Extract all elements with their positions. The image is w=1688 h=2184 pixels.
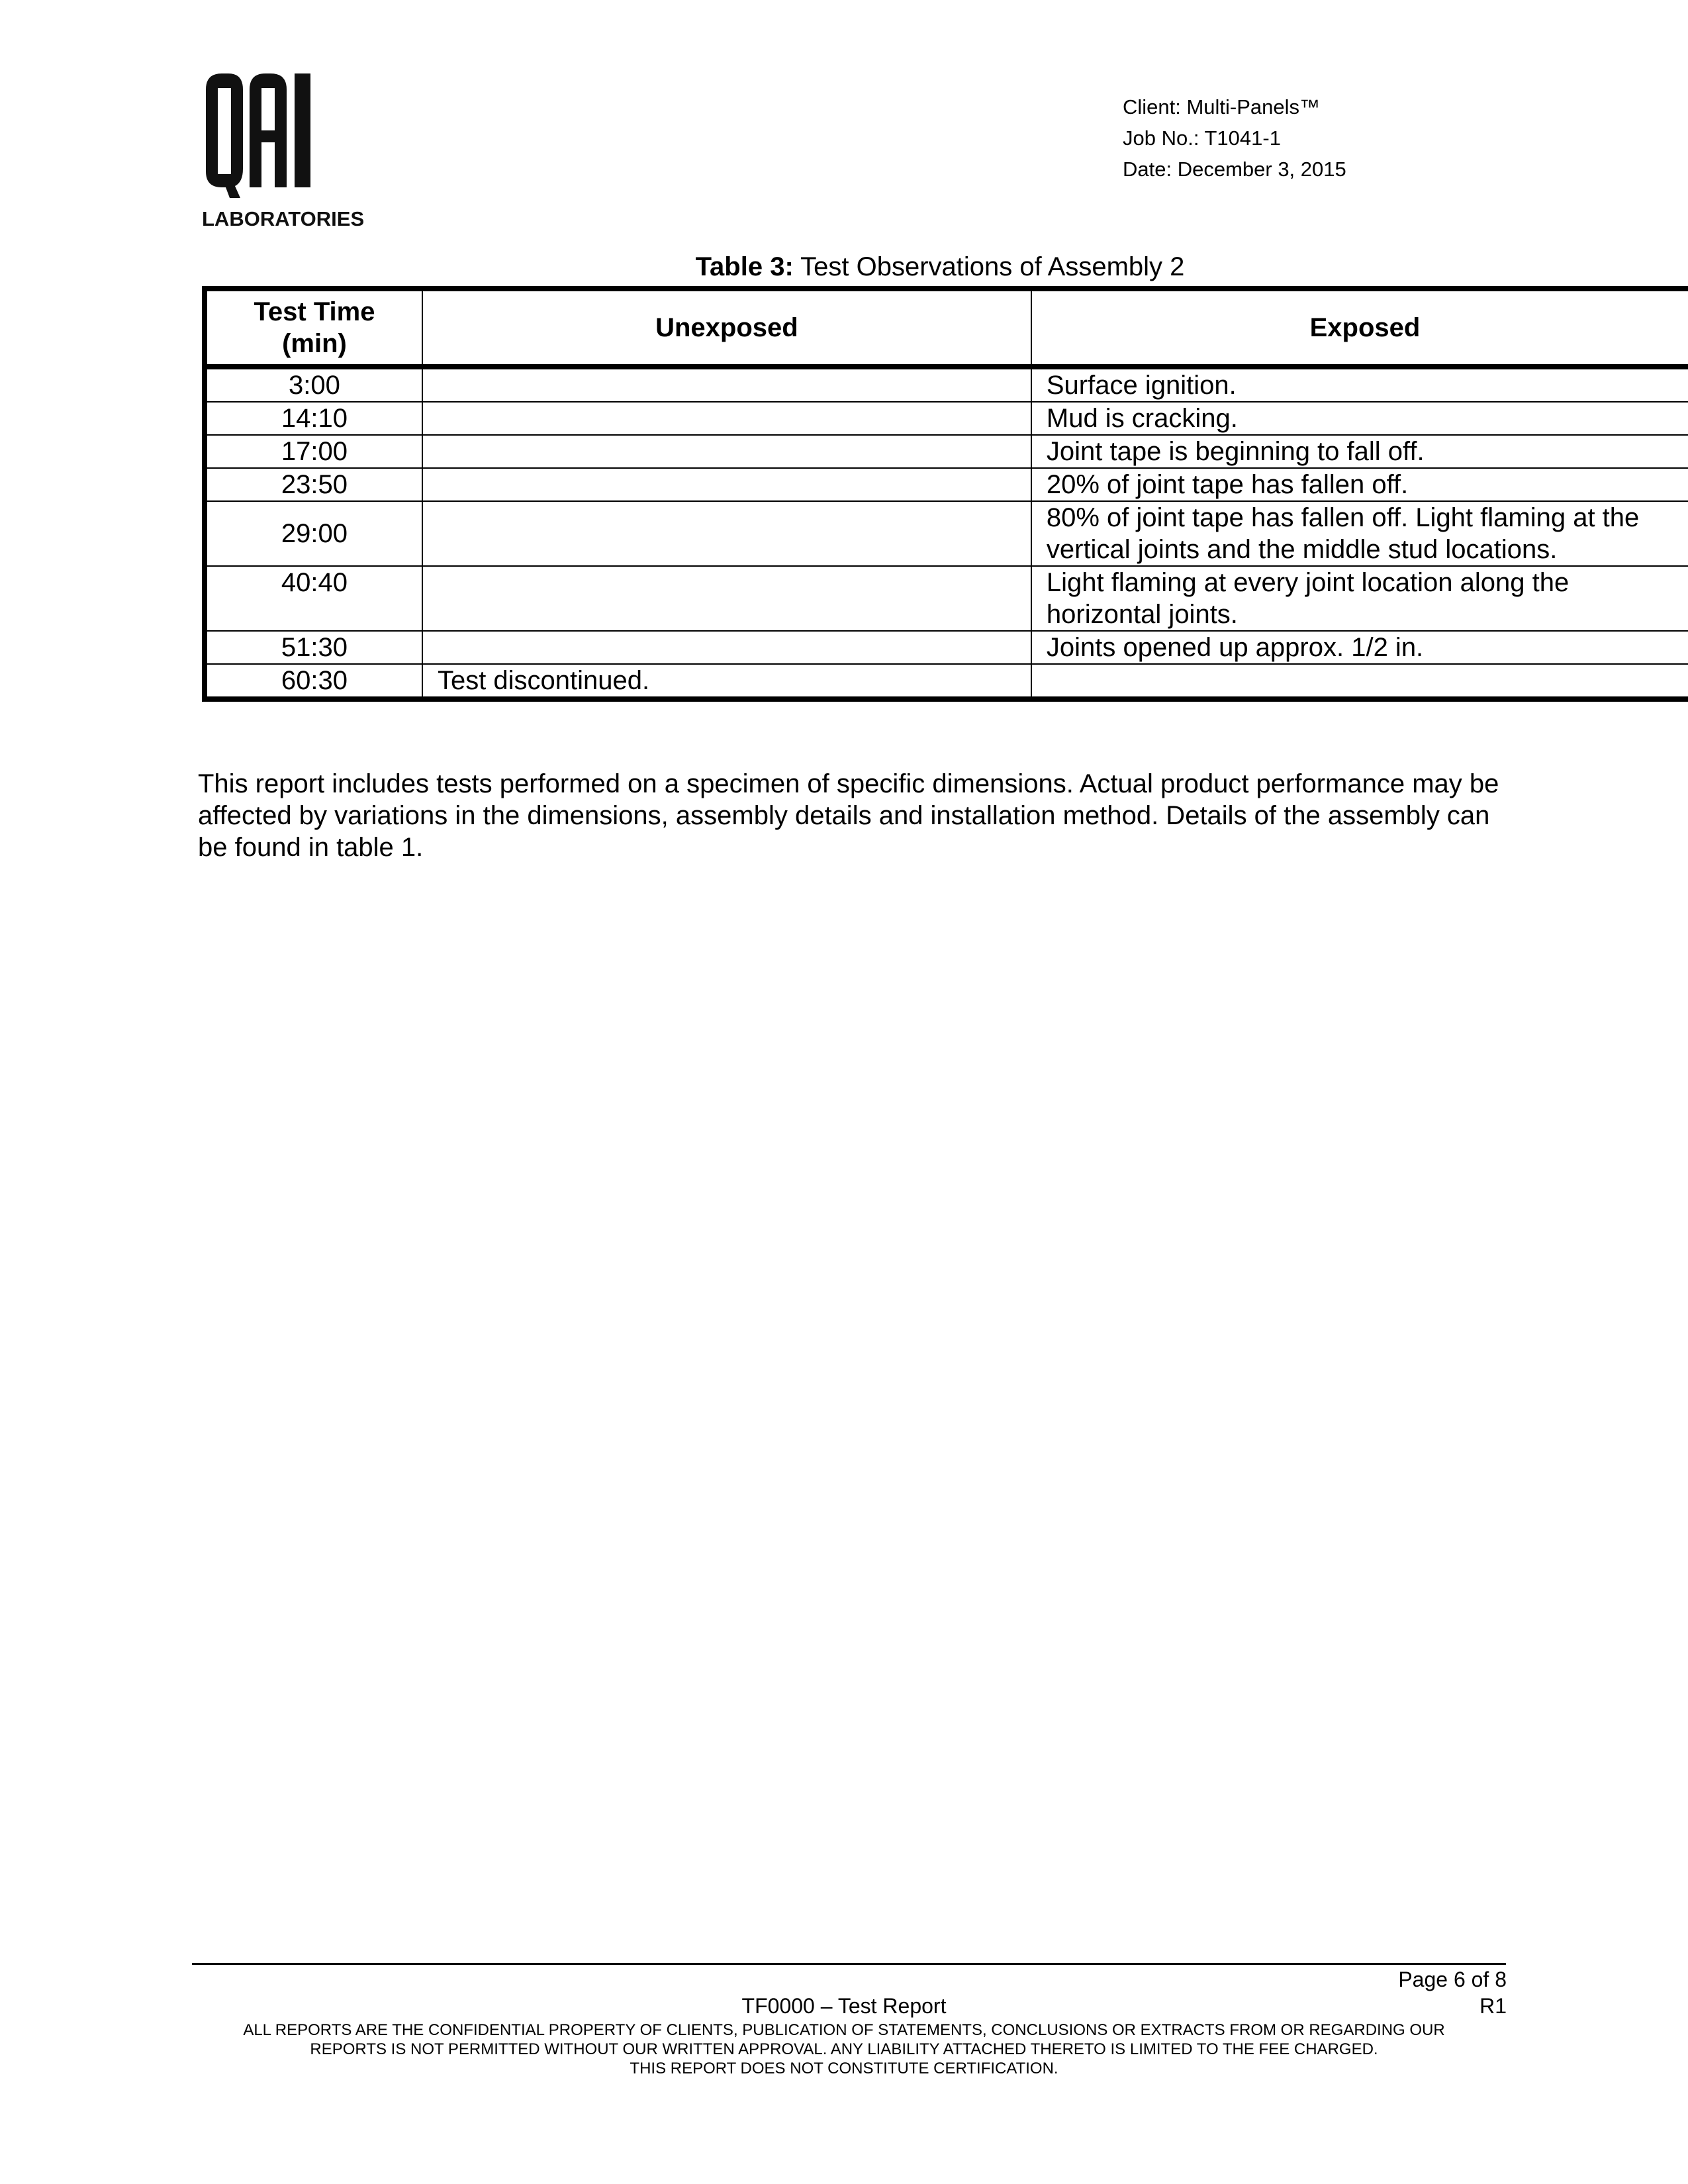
cell-unexposed	[422, 367, 1031, 402]
cell-exposed: 80% of joint tape has fallen off. Light flaming at the vertical joints and the middle stud locations.	[1031, 501, 1688, 566]
report-date: Date: December 3, 2015	[1123, 158, 1346, 181]
legal-disclaimer	[0, 2020, 1688, 2078]
table-caption	[0, 252, 1688, 282]
cell-exposed: Joint tape is beginning to fall off.	[1031, 435, 1688, 468]
header-test-time: Test Time (min)	[205, 289, 422, 367]
cell-exposed: 20% of joint tape has fallen off.	[1031, 468, 1688, 501]
table-caption-text: Test Observations of Assembly 2	[800, 252, 1185, 281]
table-row	[205, 631, 1688, 664]
table-row	[205, 468, 1688, 501]
revision-label: R1	[1479, 1994, 1507, 2018]
observations-table	[202, 286, 1688, 702]
cell-exposed: Joints opened up approx. 1/2 in.	[1031, 631, 1688, 664]
cell-time: 29:00	[205, 501, 422, 566]
cell-time: 60:30	[205, 664, 422, 699]
cell-exposed: Light flaming at every joint location along the horizontal joints.	[1031, 566, 1688, 631]
document-title: TF0000 – Test Report	[741, 1994, 947, 2018]
cell-unexposed	[422, 468, 1031, 501]
report-note-paragraph: This report includes tests performed on a specimen of specific dimensions. Actual product performance may be affected by variations in the dimensions, assembly details and installation method. Details of the assembly can be found in table 1.	[198, 769, 1499, 862]
legal-line: REPORTS IS NOT PERMITTED WITHOUT OUR WRITTEN APPROVAL. ANY LIABILITY ATTACHED THERETO IS LIMITED TO THE FEE CHARGED.	[310, 2040, 1378, 2058]
footer-divider	[192, 1963, 1506, 1965]
table-caption-label: Table 3:	[695, 252, 794, 281]
report-header-info	[1123, 91, 1346, 185]
cell-time: 3:00	[205, 367, 422, 402]
job-number: Job No.: T1041-1	[1123, 126, 1281, 150]
qai-logo-mark	[202, 70, 334, 202]
table-header-row	[205, 289, 1688, 367]
table-row	[205, 402, 1688, 435]
cell-time: 51:30	[205, 631, 422, 664]
cell-time: 23:50	[205, 468, 422, 501]
cell-exposed	[1031, 664, 1688, 699]
cell-exposed: Mud is cracking.	[1031, 402, 1688, 435]
header-unexposed: Unexposed	[422, 289, 1031, 367]
header-exposed: Exposed	[1031, 289, 1688, 367]
cell-unexposed: Test discontinued.	[422, 664, 1031, 699]
cell-exposed: Surface ignition.	[1031, 367, 1688, 402]
table-row	[205, 501, 1688, 566]
cell-unexposed	[422, 435, 1031, 468]
cell-unexposed	[422, 566, 1031, 631]
cell-unexposed	[422, 402, 1031, 435]
cell-time: 14:10	[205, 402, 422, 435]
company-logo	[202, 70, 365, 235]
cell-unexposed	[422, 631, 1031, 664]
legal-line: ALL REPORTS ARE THE CONFIDENTIAL PROPERTY OF CLIENTS, PUBLICATION OF STATEMENTS, CONCLUSIONS OR EXTRACTS FROM OR REGARDING OUR	[243, 2021, 1445, 2039]
logo-subtitle: LABORATORIES	[202, 207, 365, 230]
cell-time: 17:00	[205, 435, 422, 468]
client-name: Client: Multi-Panels™	[1123, 95, 1321, 119]
table-row	[205, 367, 1688, 402]
cell-time: 40:40	[205, 566, 422, 631]
table-row	[205, 664, 1688, 699]
table-row	[205, 435, 1688, 468]
table-row	[205, 566, 1688, 631]
page-number: Page 6 of 8	[1398, 1968, 1507, 1991]
cell-unexposed	[422, 501, 1031, 566]
legal-line: THIS REPORT DOES NOT CONSTITUTE CERTIFICATION.	[630, 2060, 1058, 2077]
